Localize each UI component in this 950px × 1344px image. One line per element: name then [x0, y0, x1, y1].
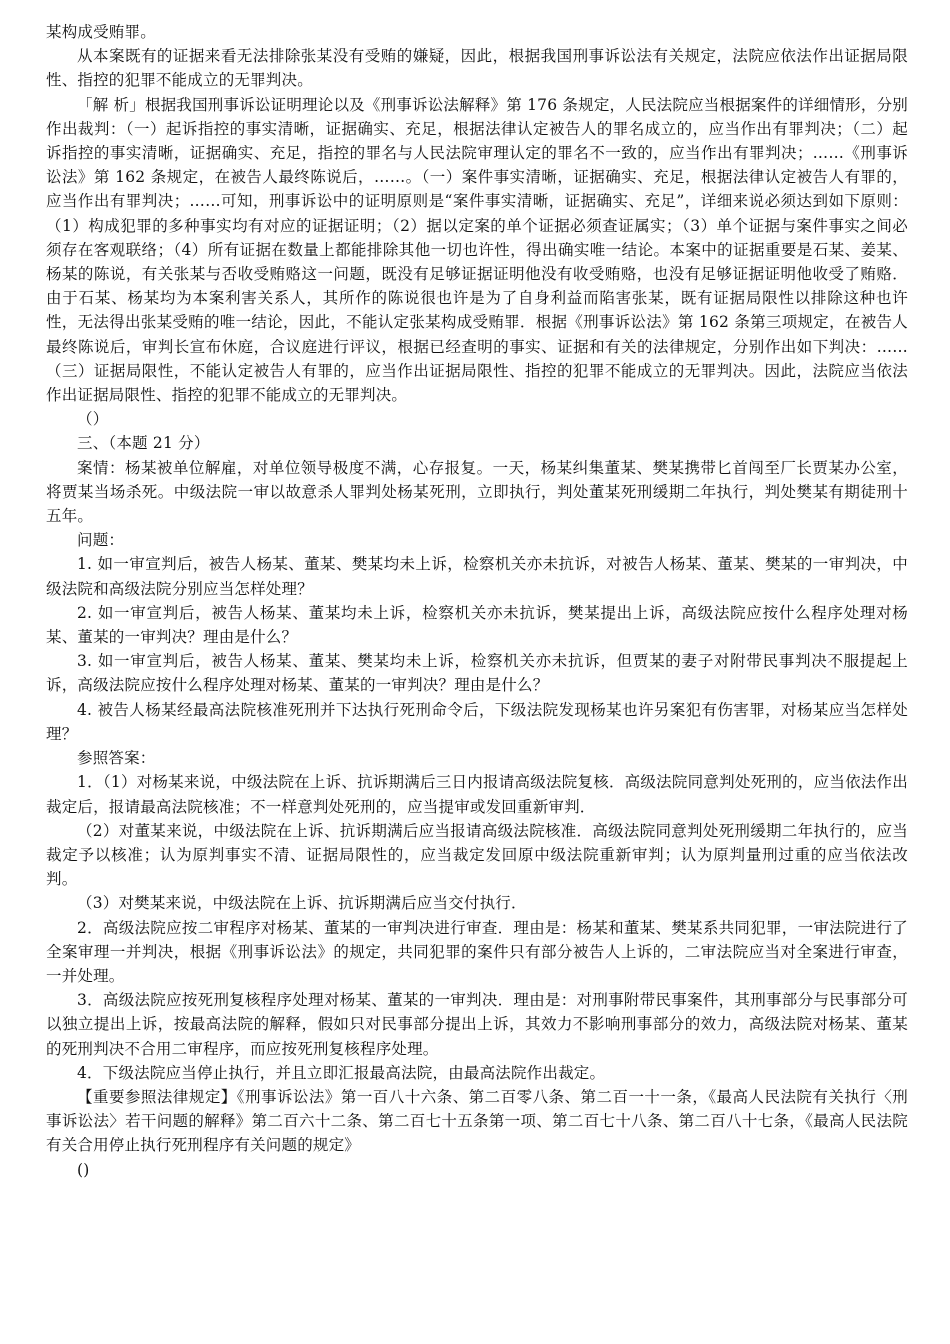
paragraph-1: 某构成受贿罪。 — [46, 23, 156, 41]
question-4: 4. 被告人杨某经最高法院核准死刑并下达执行死刑命令后，下级法院发现杨某也许另案犯有伤害罪，对杨某应当怎样处理？ — [46, 700, 908, 743]
answer-1-3: （3）对樊某来说，中级法院在上诉、抗诉期满后应当交付执行． — [77, 894, 527, 913]
analysis-paragraph: 「解 析」根据我国刑事诉讼证明理论以及《刑事诉讼法解释》第 176 条规定，人民法院应当根据案件的详细情形，分别作出裁判：（一）起诉指控的事实清晰，证据确实、充足，根据法律认定被告人的罪名成立的，应当作出有罪判决；（二）起诉指控的事实清晰，证据确实、充足，指控的罪名与人民法院审理认定的罪名不一致的，应当作出有罪判决；……《刑事诉讼法》第 162 条规定，在被告人最终陈说后，……。（一）案件事实清晰，证据确实、充足，根据法律认定被告人有罪的，应当作出有罪判决；……可知，刑事诉讼中的证明原则是“案件事实清晰，证据确实、充足”，详细来说必须达到如下原则：（1）构成犯罪的多种事实均有对应的证据证明；（2）据以定案的单个证据必须查证属实；（3）单个证据与案件事实之间必须存在客观联络；（4）所有证据在数量上都能排除其他一切也许性，得出确实唯一结论。本案中的证据重要是石某、姜某、杨某的陈说，有关张某与否收受贿赂这一问题，既没有足够证据证明他没有收受贿赂，也没有足够证据证明他收受了贿赂．由于石某、杨某均为本案利害关系人，其所作的陈说很也许是为了自身利益而陷害张某，既有证据局限性以排除这种也许性，无法得出张某受贿的唯一结论，因此，不能认定张某构成受贿罪．根据《刑事诉讼法》第 162 条第三项规定，在被告人最终陈说后，审判长宣布休庭，合议庭进行评议，根据已经查明的事实、证据和有关的法律规定，分别作出如下判决：……（三）证据局限性，不能认定被告人有罪的，应当作出证据局限性、指控的犯罪不能成立的无罪判决。因此，法院应当依法作出证据局限性、指控的犯罪不能成立的无罪判决。 — [46, 95, 908, 405]
answer-3: 3．高级法院应按死刑复核程序处理对杨某、董某的一审判决．理由是：对刑事附带民事案件，其刑事部分与民事部分可以独立提出上诉，按最高法院的解释，假如只对民事部分提出上诉，其效力不影响刑事部分的效力，高级法院对杨某、董某的死刑判决不合用二审程序，而应按死刑复核程序处理。 — [46, 991, 908, 1058]
blank-marker: （） — [77, 410, 109, 429]
case-facts: 案情：杨某被单位解雇，对单位领导极度不满，心存报复。一天，杨某纠集董某、樊某携带匕首闯至厂长贾某办公室，将贾某当场杀死。中级法院一审以故意杀人罪判处杨某死刑，立即执行，判处董某死刑缓期二年执行，判处樊某有期徒刑十五年。 — [46, 458, 908, 526]
answer-1-1: 1．（1）对杨某来说，中级法院在上诉、抗诉期满后三日内报请高级法院复核．高级法院同意判处死刑的，应当依法作出裁定后，报请最高法院核准；不一样意判处死刑的，应当提审或发回重新审判． — [46, 773, 908, 816]
legal-references: 【重要参照法律规定】《刑事诉讼法》第一百八十六条、第二百零八条、第二百一十一条，《最高人民法院有关执行〈刑事诉讼法〉若干问题的解释》第二百六十二条、第二百七十五条第一项、第二百七十八条、第二百八十七条，《最高人民法院有关合用停止执行死刑程序有关问题的规定》 — [46, 1087, 908, 1155]
question-2: 2. 如一审宣判后，被告人杨某、董某均未上诉，检察机关亦未抗诉，樊某提出上诉，高级法院应按什么程序处理对杨某、董某的一审判决？理由是什么？ — [46, 603, 908, 647]
question-3: 3. 如一审宣判后，被告人杨某、董某、樊某均未上诉，检察机关亦未抗诉，但贾某的妻子对附带民事判决不服提起上诉，高级法院应按什么程序处理对杨某、董某的一审判决？理由是什么？ — [46, 652, 908, 695]
questions-label: 问题： — [77, 531, 125, 550]
answer-4: 4．下级法院应当停止执行，并且立即汇报最高法院，由最高法院作出裁定。 — [77, 1063, 606, 1082]
answer-2: 2．高级法院应按二审程序对杨某、董某的一审判决进行审查．理由是：杨某和董某、樊某系共同犯罪，一审法院进行了全案审理一并判决，根据《刑事诉讼法》的规定，共同犯罪的案件只有部分被告人上诉的，二审法院应当对全案进行审查，一并处理。 — [46, 918, 908, 985]
question-1: 1. 如一审宣判后，被告人杨某、董某、樊某均未上诉，检察机关亦未抗诉，对被告人杨某、董某、樊某的一审判决，中级法院和高级法院分别应当怎样处理？ — [46, 555, 908, 598]
answers-label: 参照答案： — [77, 749, 156, 768]
document-page — [46, 20, 908, 1182]
blank-marker-end: () — [77, 1160, 90, 1179]
paragraph-2: 从本案既有的证据来看无法排除张某没有受贿的嫌疑，因此，根据我国刑事诉讼法有关规定，法院应依法作出证据局限性、指控的犯罪不能成立的无罪判决。 — [46, 47, 908, 90]
answer-1-2: （2）对董某来说，中级法院在上诉、抗诉期满后应当报请高级法院核准．高级法院同意判处死刑缓期二年执行的，应当裁定予以核准；认为原判事实不清、证据局限性的，应当裁定发回原中级法院重新审判；认为原判量刑过重的应当依法改判。 — [46, 821, 908, 889]
section-heading: 三、（本题 21 分） — [77, 434, 210, 453]
